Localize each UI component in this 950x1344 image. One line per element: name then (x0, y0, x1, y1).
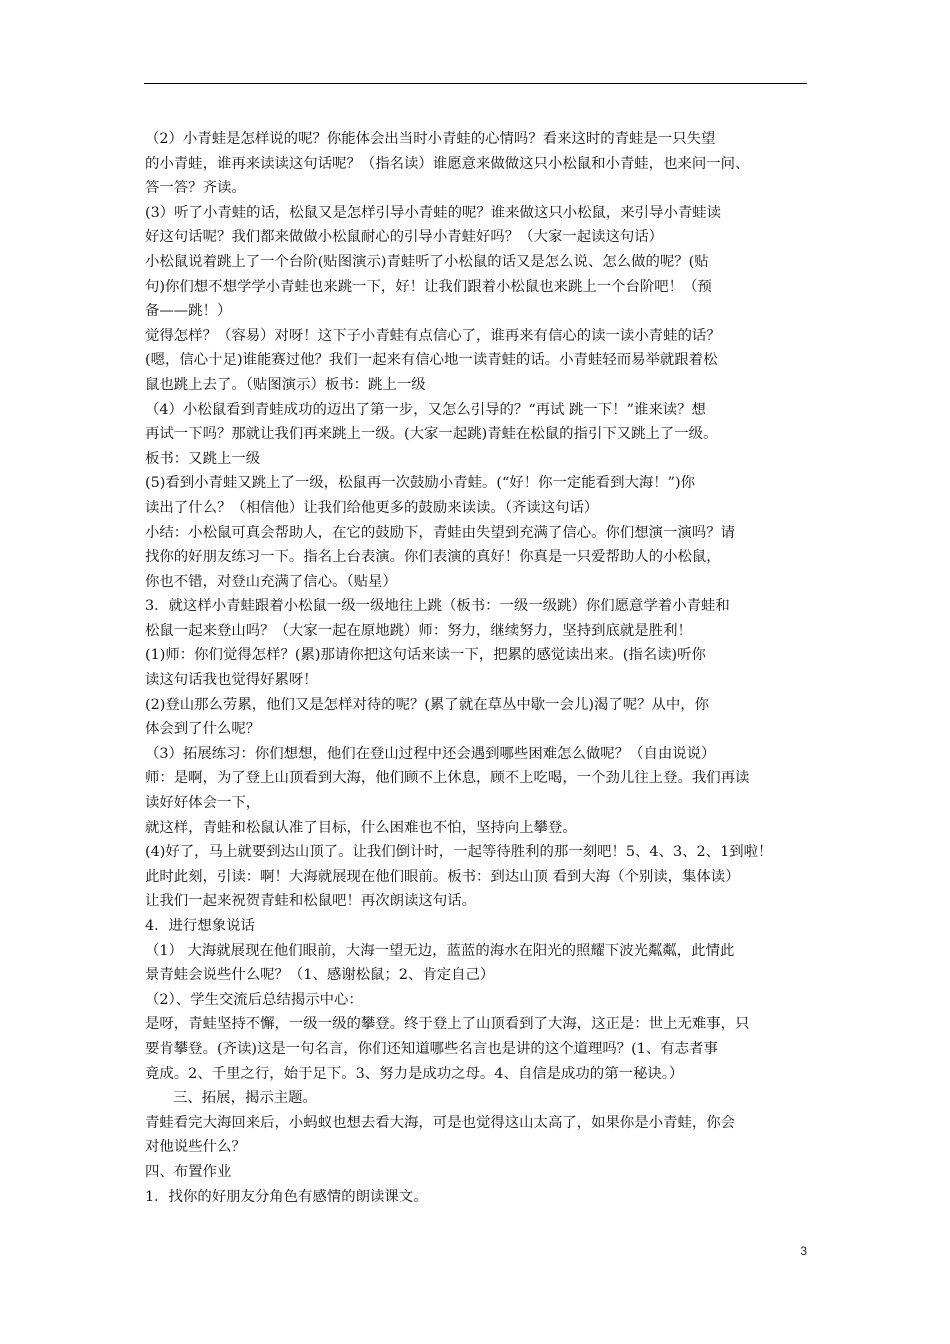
text-line: 读这句话我也觉得好累呀！ (145, 672, 318, 689)
text-line: 师：是啊，为了登上山顶看到大海，他们顾不上休息，顾不上吃喝，一个劲儿往上登。我们再读 (145, 770, 750, 787)
section-heading: 三、拓展，揭示主题。 (173, 1090, 317, 1107)
text-line: （2）、学生交流后总结揭示中心： (145, 991, 363, 1008)
text-line: （2）小青蛙是怎样说的呢？你能体会出当时小青蛙的心情吗？看来这时的青蛙是一只失望 (145, 131, 716, 147)
text-line: 答一答？齐读。 (145, 180, 246, 197)
header-rule (144, 83, 807, 84)
text-line: 松鼠一起来登山吗？（大家一起在原地跳）师：努力，继续努力，坚持到底就是胜利！ (145, 622, 692, 639)
text-line: (5)看到小青蛙又跳上了一级，松鼠再一次鼓励小青蛙。(“好！你一定能看到大海！”)你 (145, 475, 696, 492)
text-line: 板书：又跳上一级 (145, 450, 261, 467)
text-line: 读出了什么？（相信他）让我们给他更多的鼓励来读读。（齐读这句话） (145, 499, 599, 516)
text-line: （4）小松鼠看到青蛙成功的迈出了第一步，又怎么引导的？“再试 跳一下！”谁来读？想 (145, 401, 706, 418)
text-line: （1） 大海就展现在他们眼前，大海一望无边，蓝蓝的海水在阳光的照耀下波光粼粼，此情此 (145, 942, 735, 959)
text-line: 再试一下吗？那就让我们再来跳上一级。(大家一起跳)青蛙在松鼠的指引下又跳上了一级。 (145, 426, 718, 443)
text-line: 是呀，青蛙坚持不懈，一级一级的攀登。终于登上了山顶看到了大海，这正是：世上无难事，只 (145, 1016, 750, 1033)
text-line: （3）拓展练习：你们想想，他们在登山过程中还会遇到哪些困难怎么做呢？（自由说说） (145, 745, 716, 762)
text-line: 找你的好朋友练习一下。指名上台表演。你们表演的真好！你真是一只爱帮助人的小松鼠， (145, 549, 721, 566)
text-line: 此时此刻，引读：啊！大海就展现在他们眼前。板书：到达山顶 看到大海（个别读，集体读） (145, 868, 740, 885)
text-line: 3．就这样小青蛙跟着小松鼠一级一级地往上跳（板书：一级一级跳）你们愿意学着小青蛙和 (145, 598, 730, 615)
text-line: 小结：小松鼠可真会帮助人，在它的鼓励下，青蛙由失望到充满了信心。你们想演一演吗？请 (145, 524, 736, 541)
text-line: 你也不错，对登山充满了信心。（贴星） (145, 573, 397, 590)
text-line: 让我们一起来祝贺青蛙和松鼠吧！再次朗读这句话。 (145, 893, 476, 910)
text-line: 景青蛙会说些什么呢？（1、感谢松鼠；2、肯定自己） (145, 967, 495, 984)
text-line: 句)你们想不想学学小青蛙也来跳一下，好！让我们跟着小松鼠也来跳上一个台阶吧！（预 (145, 278, 712, 295)
text-line: 竟成。2、千里之行，始于足下。3、努力是成功之母。4、自信是成功的第一秘诀。） (145, 1065, 684, 1082)
text-line: 体会到了什么呢？ (145, 721, 261, 738)
page-number: 3 (800, 1244, 807, 1258)
section-heading: 四、布置作业 (145, 1163, 232, 1180)
text-line: 1．找你的好朋友分角色有感情的朗读课文。 (145, 1188, 428, 1205)
text-line: 备——跳！） (145, 303, 232, 320)
text-line: 觉得怎样？（容易）对呀！这下子小青蛙有点信心了，谁再来有信心的读一读小青蛙的话？ (145, 327, 721, 344)
text-line: 4．进行想象说话 (145, 918, 255, 934)
text-line: 要肯攀登。(齐读)这是一句名言，你们还知道哪些名言也是讲的这个道理吗？(1、有志者事 (145, 1040, 718, 1057)
text-line: 对他说些什么？ (145, 1139, 246, 1156)
text-line: (3）听了小青蛙的话，松鼠又是怎样引导小青蛙的呢？谁来做这只小松鼠，来引导小青蛙读 (145, 204, 722, 221)
text-line: 好这句话呢？我们都来做做小松鼠耐心的引导小青蛙好吗？（大家一起读这句话） (145, 229, 664, 246)
text-line: (1)师：你们觉得怎样？(累)那请你把这句话来读一下，把累的感觉读出来。(指名读)听你 (145, 647, 706, 664)
text-line: 鼠也跳上去了。（贴图演示）板书：跳上一级 (145, 376, 426, 393)
text-line: (4)好了，马上就要到达山顶了。让我们倒计时，一起等待胜利的那一刻吧！5、4、3、2、1到啦！ (145, 844, 773, 861)
text-line: 读好好体会一下， (145, 795, 261, 812)
text-line: 就这样，青蛙和松鼠认准了目标，什么困难也不怕，坚持向上攀登。 (145, 819, 577, 836)
body-text (145, 127, 807, 1209)
text-line: 小松鼠说着跳上了一个台阶(贴图演示)青蛙听了小松鼠的话又是怎么说、怎么做的呢？(贴 (145, 253, 709, 270)
text-line: 的小青蛙，谁再来读读这句话呢？（指名读）谁愿意来做做这只小松鼠和小青蛙，也来问一问、 (145, 155, 750, 172)
text-line: (2)登山那么劳累，他们又是怎样对待的呢？(累了就在草丛中歇一会儿)渴了呢？从中，你 (145, 696, 710, 713)
text-line: (嗯，信心十足)谁能赛过他？我们一起来有信心地一读青蛙的话。小青蛙轻而易举就跟着松 (145, 352, 718, 369)
text-line: 青蛙看完大海回来后，小蚂蚁也想去看大海，可是也觉得这山太高了，如果你是小青蛙，你会 (145, 1114, 736, 1131)
